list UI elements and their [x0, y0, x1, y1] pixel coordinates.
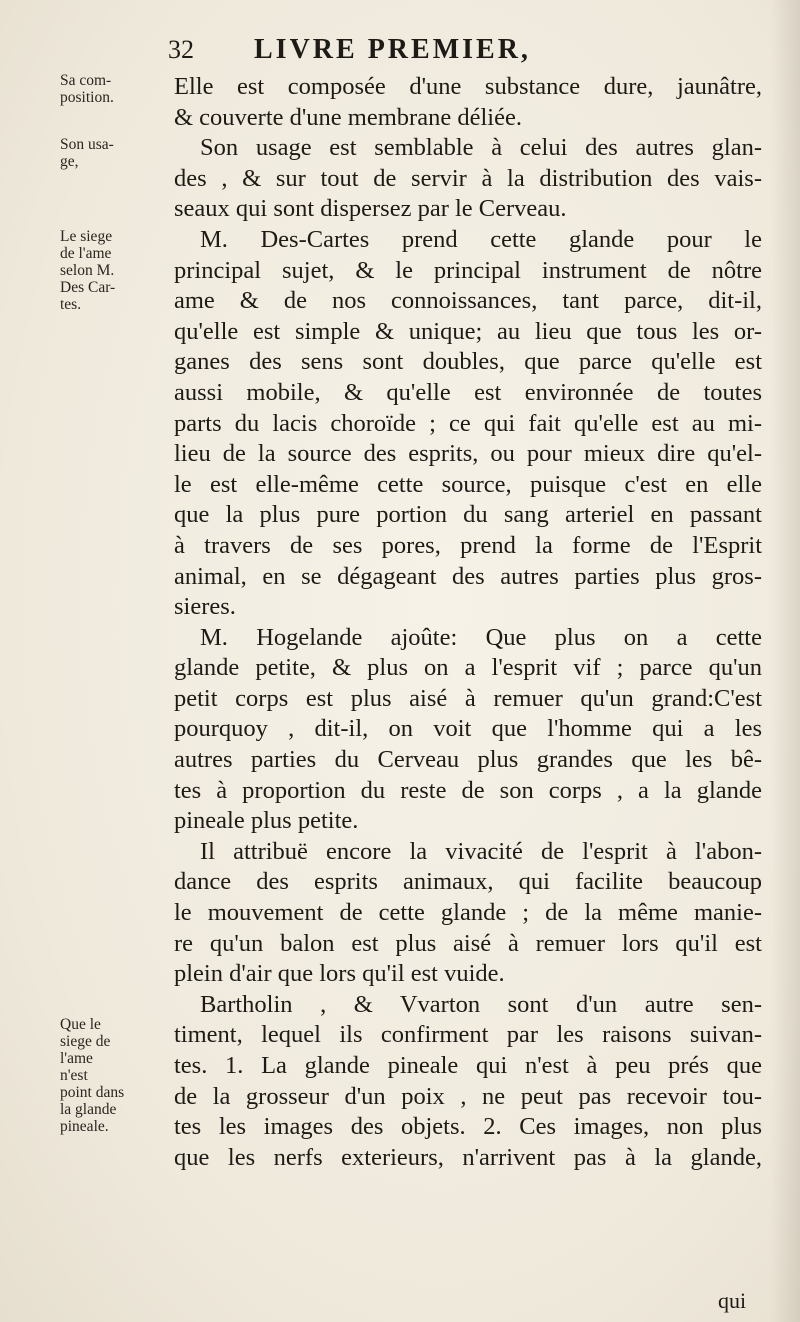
text-line: dance des esprits animaux, qui facilite beaucoup	[174, 868, 762, 896]
text-line: M. Des-Cartes prend cette glande pour le	[200, 225, 762, 253]
text-line: autres parties du Cerveau plus grandes que les bê-	[174, 746, 762, 774]
text-line: & couverte d'une membrane déliée.	[174, 103, 522, 131]
text-line: M. Hogelande ajoûte: Que plus on a cette	[200, 623, 762, 651]
text-line: Bartholin , & Vvarton sont d'un autre sen-	[200, 990, 762, 1018]
text-line: timent, lequel ils confirment par les raisons suivan-	[174, 1021, 762, 1049]
text-line: ame & de nos connoissances, tant parce, dit-il,	[174, 287, 762, 315]
page-number: 32	[168, 35, 194, 64]
text-line: re qu'un balon est plus aisé à remuer lors qu'il est	[174, 929, 762, 957]
text-line: à travers de ses pores, prend la forme de l'Esprit	[174, 531, 762, 559]
text-line: tes à proportion du reste de son corps , a la glande	[174, 776, 762, 804]
text-line: tes. 1. La glande pineale qui n'est à peu prés que	[174, 1052, 762, 1079]
text-lines	[174, 72, 762, 1173]
text-line: des , & sur tout de servir à la distribution des vais-	[174, 164, 762, 192]
text-line: aussi mobile, & qu'elle est environnée de toutes	[174, 378, 762, 406]
text-line: pourquoy , dit-il, on voit que l'homme qui a les	[174, 715, 762, 743]
text-line: que la plus pure portion du sang arteriel en passant	[174, 501, 762, 529]
text-line: principal sujet, & le principal instrument de nôtre	[174, 256, 762, 284]
text-line: pineale plus petite.	[174, 807, 359, 835]
text-line: seaux qui sont dispersez par le Cerveau.	[174, 195, 567, 223]
text-line: Il attribuë encore la vivacité de l'esprit à l'abon-	[200, 837, 762, 865]
text-line: de la grosseur d'un poix , ne peut pas recevoir tou-	[174, 1082, 762, 1110]
text-line: petit corps est plus aisé à remuer qu'un grand:C'est	[174, 684, 762, 712]
margin-note-usage: Son usa- ge,	[60, 136, 114, 170]
running-title: LIVRE PREMIER,	[254, 34, 531, 65]
text-line: plein d'air que lors qu'il est vuide.	[174, 960, 505, 988]
text-line: Son usage est semblable à celui des autres glan-	[200, 134, 762, 162]
text-line: glande petite, & plus on a l'esprit vif ; parce qu'un	[174, 654, 762, 682]
text-line: ganes des sens sont doubles, que parce qu'elle est	[174, 348, 762, 376]
text-line: le mouvement de cette glande ; de la même manie-	[174, 899, 762, 927]
text-line: parts du lacis choroïde ; ce qui fait qu'elle est au mi-	[174, 409, 762, 437]
text-line: lieu de la source des esprits, ou pour mieux dire qu'el-	[174, 440, 762, 468]
catchword: qui	[718, 1288, 747, 1313]
text-line: animal, en se dégageant des autres parties plus gros-	[174, 562, 762, 590]
text-line: sieres.	[174, 593, 236, 621]
margin-note-siege: Le siege de l'ame selon M. Des Car- tes.	[60, 228, 116, 313]
margin-note-composition: Sa com- position.	[60, 72, 114, 106]
text-line: tes les images des objets. 2. Ces images, non plus	[174, 1113, 762, 1141]
gutter-shadow	[770, 0, 800, 1322]
running-head	[168, 34, 768, 74]
text-line: qu'elle est simple & unique; au lieu que tous les or-	[174, 317, 762, 345]
text-line: Elle est composée d'une substance dure, jaunâtre,	[174, 73, 762, 100]
text-line: le est elle-même cette source, puisque c'est en elle	[174, 470, 762, 498]
text-line: que les nerfs exterieurs, n'arrivent pas à la glande,	[174, 1143, 762, 1171]
main-text	[174, 72, 762, 1173]
margin-note-not-siege: Que le siege de l'ame n'est point dans la glande pineale.	[60, 1016, 125, 1135]
